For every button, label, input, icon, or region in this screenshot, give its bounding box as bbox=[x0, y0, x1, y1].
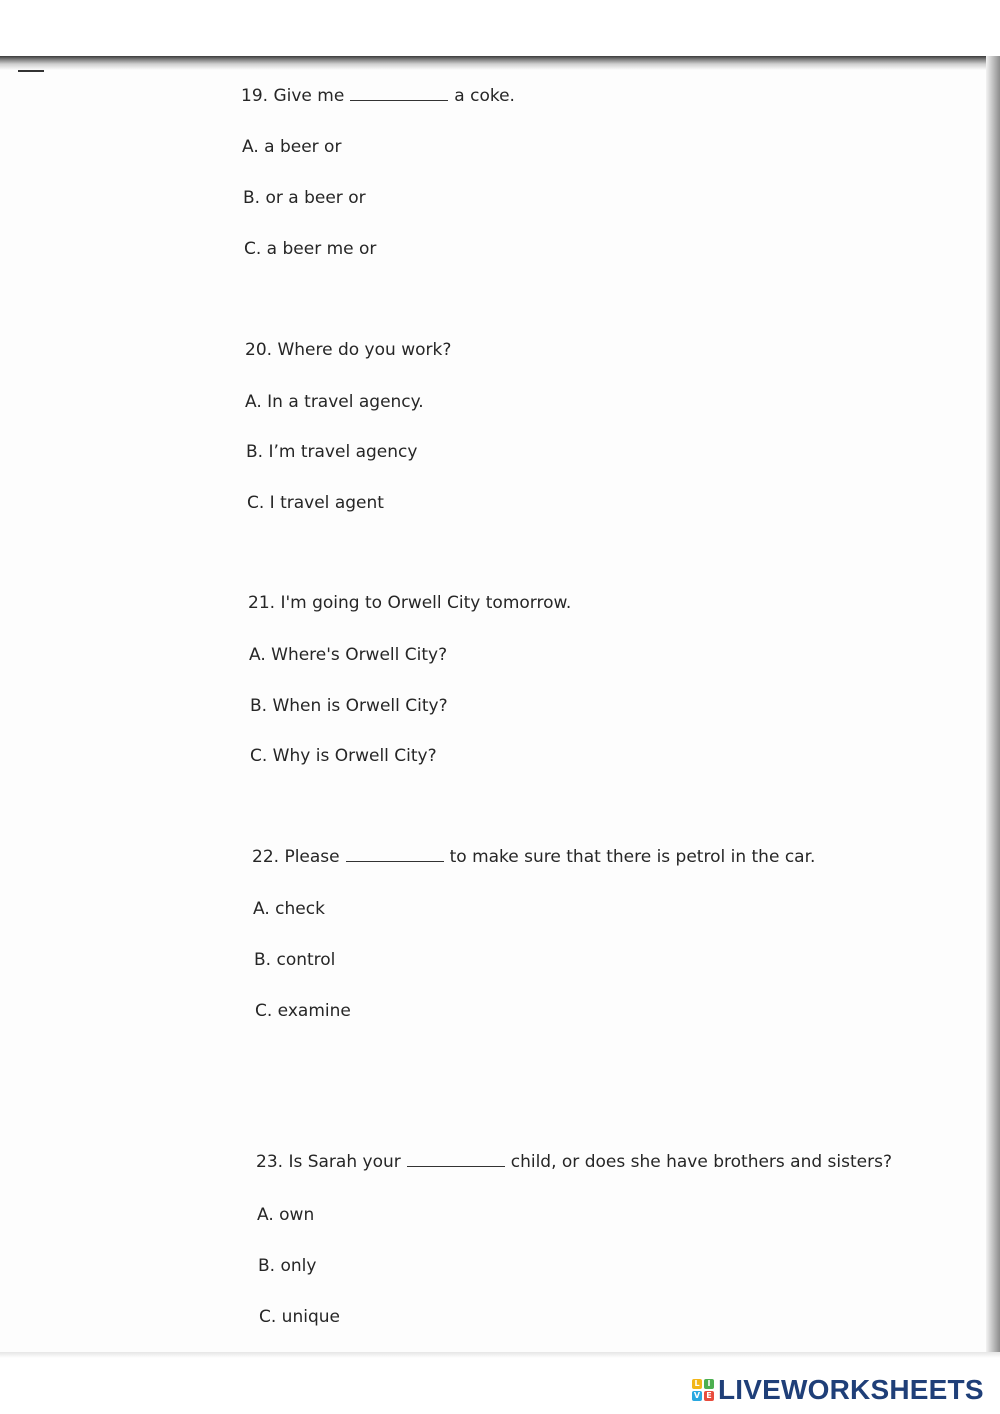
option-c: C. unique bbox=[259, 1307, 340, 1327]
answer-blank[interactable] bbox=[407, 1150, 505, 1167]
question-text: 23. Is Sarah your bbox=[256, 1152, 401, 1172]
option-a: A. check bbox=[253, 899, 325, 919]
option-a: A. In a travel agency. bbox=[245, 392, 424, 412]
answer-blank[interactable] bbox=[350, 84, 448, 101]
option-b: B. or a beer or bbox=[243, 188, 366, 208]
option-c: C. Why is Orwell City? bbox=[250, 746, 437, 766]
option-c: C. I travel agent bbox=[247, 493, 384, 513]
liveworksheets-logo-icon bbox=[692, 1379, 714, 1401]
option-b: B. only bbox=[258, 1256, 317, 1276]
scan-right-shadow bbox=[986, 56, 1000, 1356]
scan-mark bbox=[18, 70, 44, 72]
option-a: A. Where's Orwell City? bbox=[249, 645, 448, 665]
question-text: a coke. bbox=[454, 86, 515, 106]
scan-top-edge bbox=[0, 56, 1000, 70]
logo-letter-e: E bbox=[704, 1391, 714, 1401]
scan-bottom-shadow bbox=[0, 1352, 1000, 1358]
option-a: A. own bbox=[257, 1205, 315, 1225]
question-22-prompt bbox=[252, 845, 815, 868]
option-b: B. control bbox=[254, 950, 336, 970]
option-a: A. a beer or bbox=[242, 137, 342, 157]
answer-blank[interactable] bbox=[346, 845, 444, 862]
option-b: B. I’m travel agency bbox=[246, 442, 418, 462]
logo-letter-v: V bbox=[693, 1391, 701, 1400]
question-19-prompt bbox=[241, 84, 515, 107]
option-c: C. examine bbox=[255, 1001, 351, 1021]
logo-letter-l: L bbox=[692, 1379, 702, 1389]
question-text: child, or does she have brothers and sisters? bbox=[510, 1152, 892, 1172]
question-text: 19. Give me bbox=[241, 86, 345, 106]
option-b: B. When is Orwell City? bbox=[250, 696, 448, 716]
question-text: 22. Please bbox=[252, 847, 340, 867]
question-20-prompt: 20. Where do you work? bbox=[245, 340, 452, 360]
brand-name: LIVEWORKSHEETS bbox=[718, 1374, 984, 1405]
question-text: to make sure that there is petrol in the car. bbox=[449, 847, 816, 867]
liveworksheets-footer bbox=[692, 1374, 984, 1406]
question-23-prompt bbox=[256, 1150, 892, 1173]
option-c: C. a beer me or bbox=[244, 239, 377, 259]
question-21-prompt: 21. I'm going to Orwell City tomorrow. bbox=[248, 593, 572, 613]
logo-letter-i: I bbox=[704, 1379, 714, 1389]
